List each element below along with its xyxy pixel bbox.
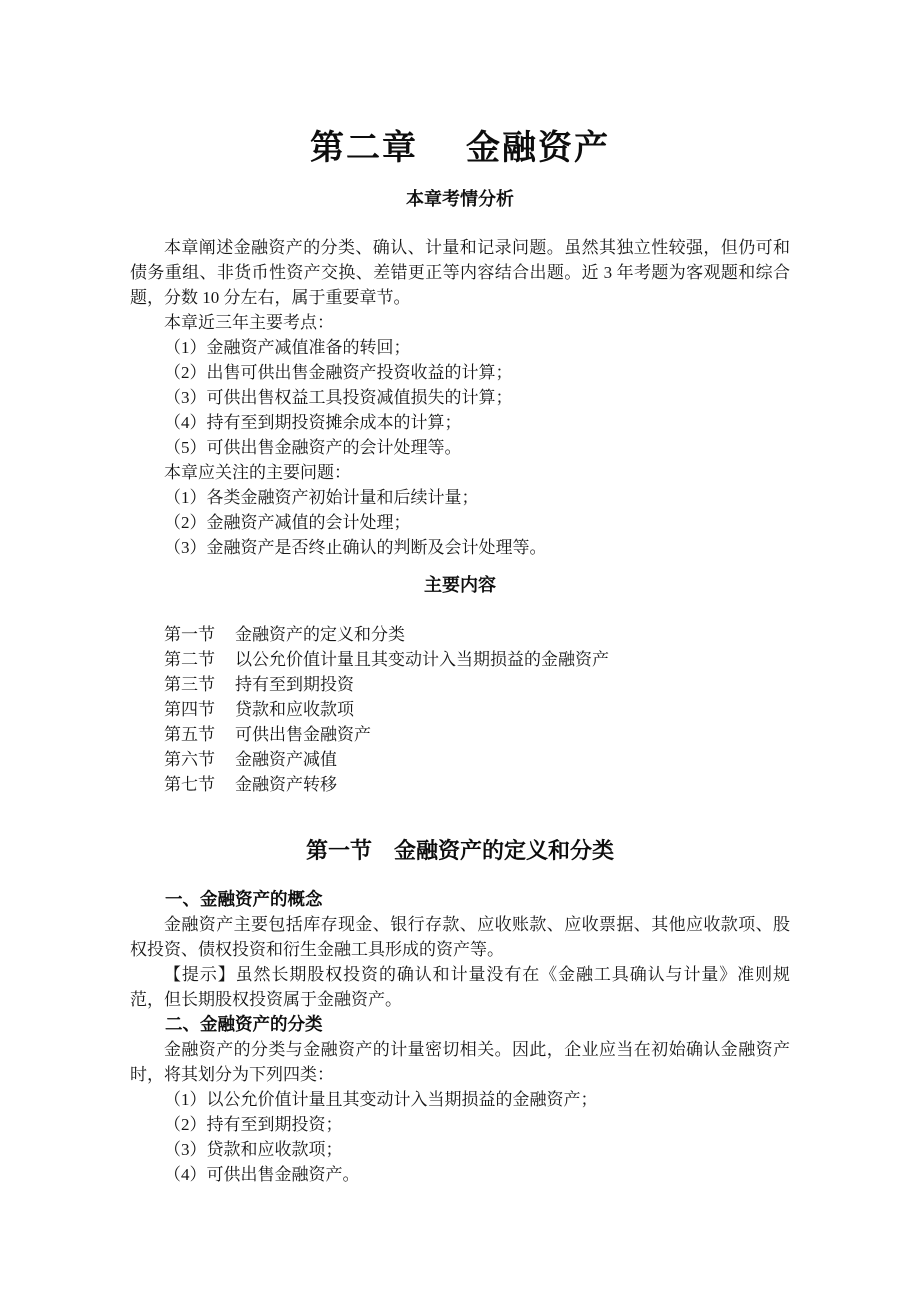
exam-analysis-intro: 本章阐述金融资产的分类、确认、计量和记录问题。虽然其独立性较强，但仍可和债务重组、非货币性资产交换、差错更正等内容结合出题。近 3 年考题为客观题和综合题，分数 10 分左右，属于重要章节。 — [130, 238, 790, 307]
key-point-item: （3）可供出售权益工具投资减值损失的计算； — [164, 388, 513, 407]
concept-subheading: 一、金融资产的概念 — [165, 889, 323, 909]
toc-item-number: 第四节 — [164, 700, 215, 719]
toc-item — [130, 647, 790, 672]
tip-paragraph: 【提示】虽然长期股权投资的确认和计量没有在《金融工具确认与计量》准则规范，但长期股权投资属于金融资产。 — [130, 965, 790, 1009]
toc-item — [130, 697, 790, 722]
toc-item-title: 以公允价值计量且其变动计入当期损益的金融资产 — [235, 650, 609, 669]
classification-paragraph: 金融资产的分类与金融资产的计量密切相关。因此，企业应当在初始确认金融资产时，将其划分为下列四类： — [130, 1040, 790, 1084]
toc-item-title: 贷款和应收款项 — [235, 700, 354, 719]
category-item: （2）持有至到期投资； — [164, 1115, 343, 1134]
issue-item: （1）各类金融资产初始计量和后续计量； — [164, 488, 479, 507]
toc-item — [130, 672, 790, 697]
toc-item-number: 第三节 — [164, 675, 215, 694]
issue-item: （2）金融资产减值的会计处理； — [164, 513, 411, 532]
chapter-number: 第二章 — [310, 130, 418, 167]
toc-item-title: 可供出售金融资产 — [235, 725, 371, 744]
toc-item-number: 第六节 — [164, 750, 215, 769]
toc-item-number: 第五节 — [164, 725, 215, 744]
category-item: （1）以公允价值计量且其变动计入当期损益的金融资产； — [164, 1090, 598, 1109]
section1-heading — [130, 837, 790, 865]
category-item: （4）可供出售金融资产。 — [164, 1165, 360, 1184]
classification-subheading: 二、金融资产的分类 — [165, 1014, 323, 1034]
toc-item-number: 第二节 — [164, 650, 215, 669]
exam-analysis-section — [130, 235, 790, 560]
key-point-item: （1）金融资产减值准备的转回； — [164, 338, 411, 357]
toc-item — [130, 772, 790, 797]
toc-item-number: 第一节 — [164, 625, 215, 644]
toc-item — [130, 622, 790, 647]
toc-heading: 主要内容 — [424, 575, 496, 595]
key-point-item: （5）可供出售金融资产的会计处理等。 — [164, 438, 462, 457]
toc-list — [130, 622, 790, 797]
key-point-item: （4）持有至到期投资摊余成本的计算； — [164, 413, 462, 432]
chapter-name: 金融资产 — [466, 130, 610, 167]
section1-body — [130, 887, 790, 1187]
toc-item-title: 金融资产转移 — [235, 775, 337, 794]
toc-item — [130, 747, 790, 772]
section1-title: 金融资产的定义和分类 — [394, 838, 615, 863]
concept-paragraph: 金融资产主要包括库存现金、银行存款、应收账款、应收票据、其他应收款项、股权投资、债权投资和衍生金融工具形成的资产等。 — [130, 915, 790, 959]
key-point-item: （2）出售可供出售金融资产投资收益的计算； — [164, 363, 513, 382]
issue-item: （3）金融资产是否终止确认的判断及会计处理等。 — [164, 538, 547, 557]
toc-item-number: 第七节 — [164, 775, 215, 794]
toc-item-title: 持有至到期投资 — [235, 675, 354, 694]
chapter-title — [130, 0, 790, 172]
category-item: （3）贷款和应收款项； — [164, 1140, 343, 1159]
toc-item-title: 金融资产的定义和分类 — [235, 625, 405, 644]
section1-number: 第一节 — [305, 838, 372, 863]
exam-analysis-heading: 本章考情分析 — [406, 189, 514, 209]
toc-item — [130, 722, 790, 747]
toc-item-title: 金融资产减值 — [235, 750, 337, 769]
key-points-label: 本章近三年主要考点： — [164, 313, 334, 332]
issues-label: 本章应关注的主要问题： — [164, 463, 351, 482]
